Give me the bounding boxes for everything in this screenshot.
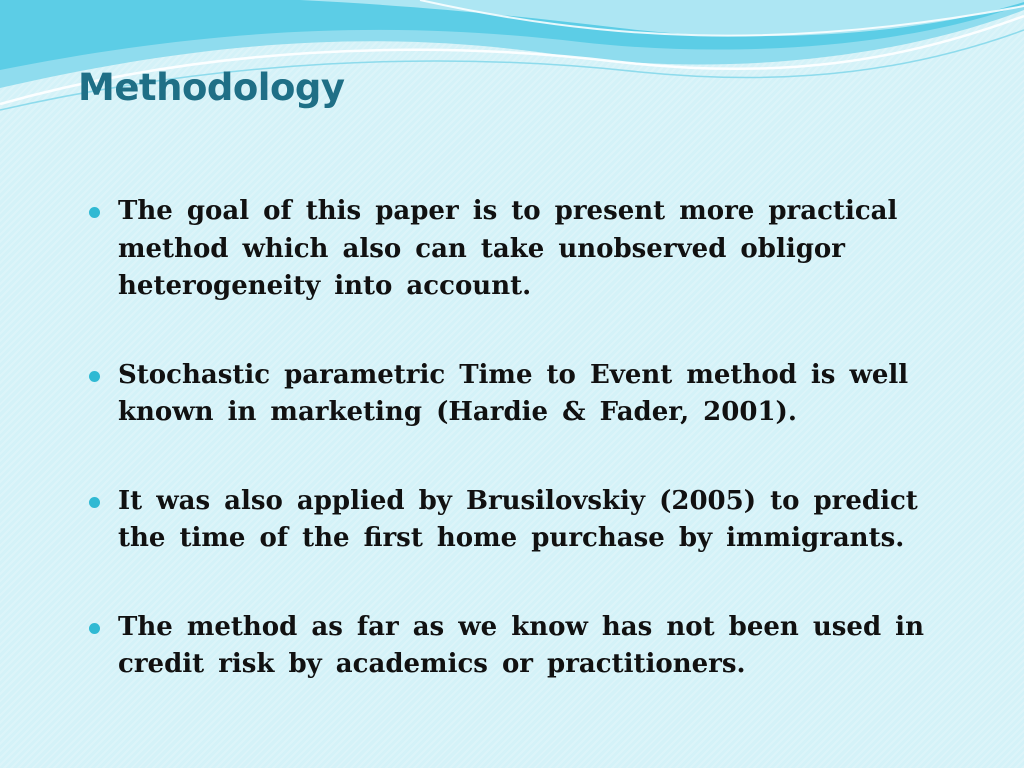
bullet-dot-icon bbox=[89, 207, 100, 218]
bullet-list bbox=[88, 193, 948, 684]
bullet-item bbox=[88, 483, 948, 558]
bullet-text: The goal of this paper is to present more practical method which also can take unobserved obligor heterogeneity into account. bbox=[118, 196, 898, 301]
bullet-item bbox=[88, 193, 948, 306]
bullet-text: It was also applied by Brusilovskiy (2005) to predict the time of the first home purchase by immigrants. bbox=[118, 485, 918, 553]
slide-title: Methodology bbox=[78, 66, 345, 109]
bullet-item bbox=[88, 357, 948, 432]
bullet-dot-icon bbox=[89, 371, 100, 382]
bullet-dot-icon bbox=[89, 623, 100, 634]
bullet-text: The method as far as we know has not been used in credit risk by academics or practitioners. bbox=[118, 611, 924, 679]
header-wave-decoration bbox=[0, 0, 1024, 130]
bullet-text: Stochastic parametric Time to Event method is well known in marketing (Hardie & Fader, 2001). bbox=[118, 359, 909, 427]
bullet-dot-icon bbox=[89, 497, 100, 508]
bullet-item bbox=[88, 609, 948, 684]
